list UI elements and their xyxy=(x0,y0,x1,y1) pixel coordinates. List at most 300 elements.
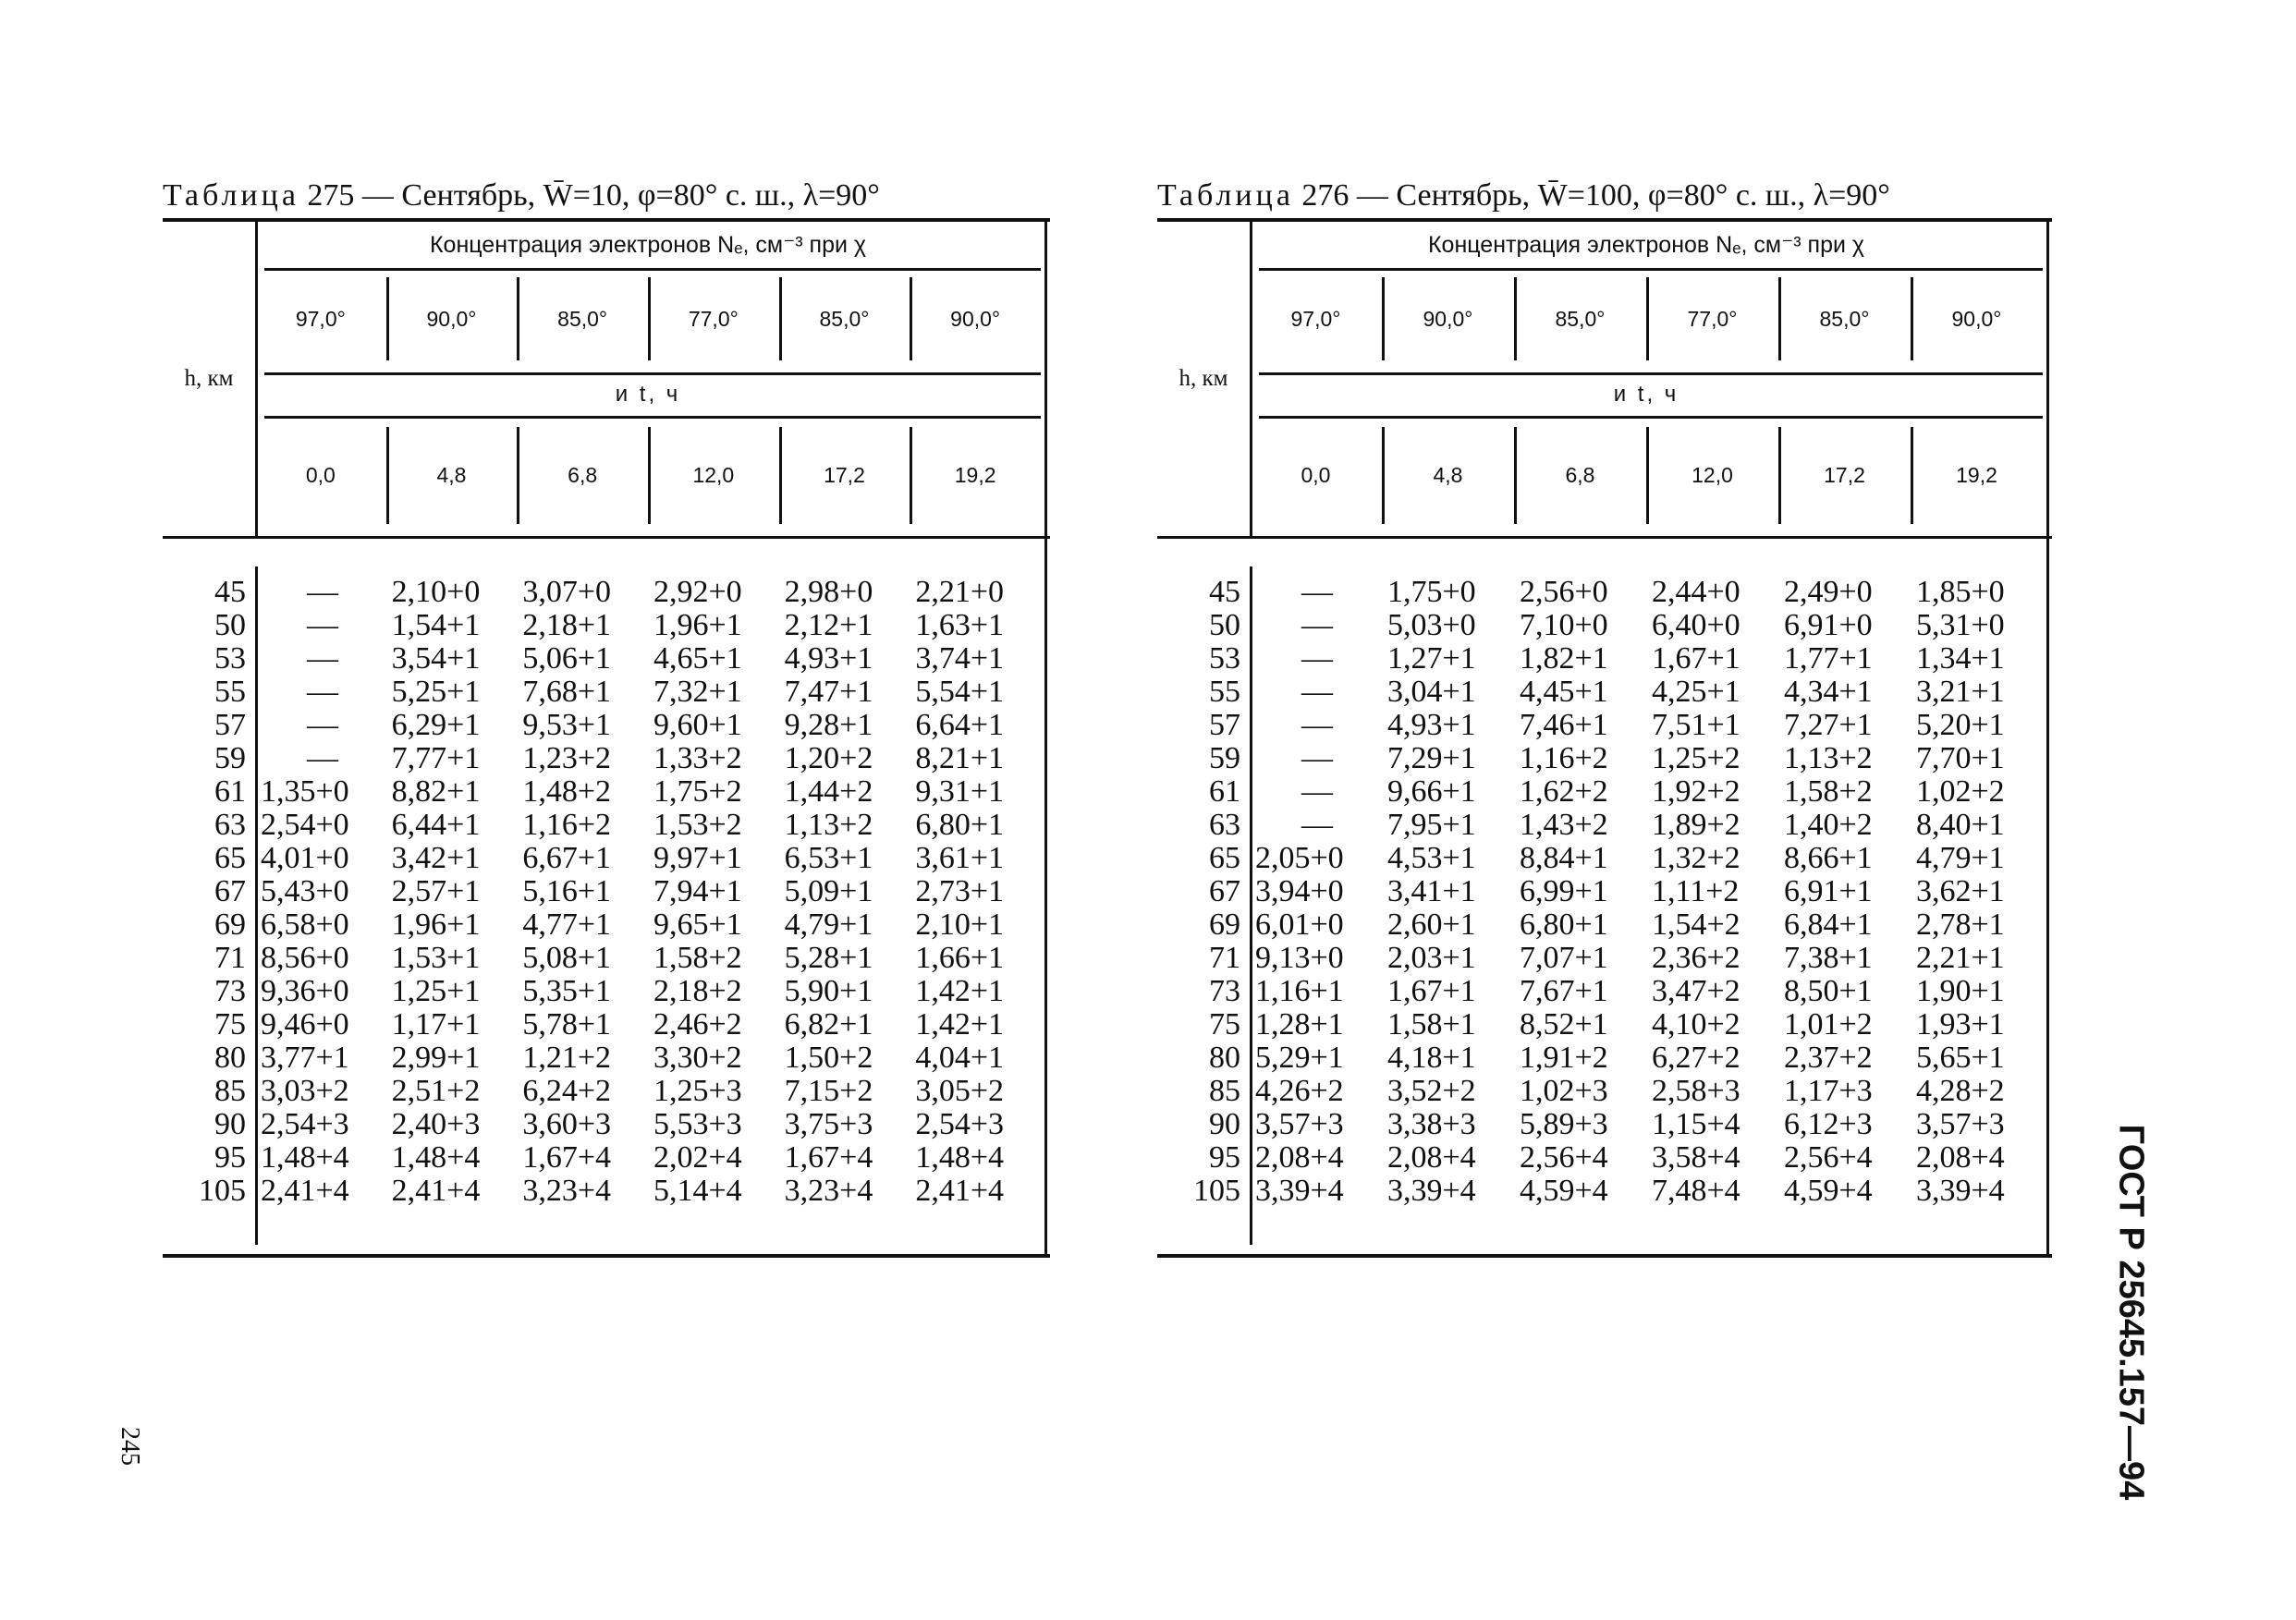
table-row xyxy=(1157,809,2052,842)
column-divider xyxy=(386,427,389,524)
value-cell: 3,42+1 xyxy=(391,841,481,875)
value-cell: 1,58+2 xyxy=(653,941,742,975)
value-cell: 9,66+1 xyxy=(1387,774,1476,809)
value-cell: 3,21+1 xyxy=(1916,675,2005,709)
t-value: 17,2 xyxy=(824,463,865,487)
height-cell: 63 xyxy=(1209,808,1240,842)
value-cell: — xyxy=(1301,808,1333,842)
value-cell: 8,56+0 xyxy=(261,941,349,975)
value-cell: 5,08+1 xyxy=(522,941,612,975)
value-cell: 6,24+2 xyxy=(522,1074,612,1108)
value-cell: 5,53+3 xyxy=(653,1107,742,1141)
gost-designation xyxy=(2098,1081,2163,1543)
value-cell: — xyxy=(307,675,338,709)
value-cell: 7,29+1 xyxy=(1387,741,1476,775)
table-276 xyxy=(1157,174,2052,1258)
value-cell: 8,21+1 xyxy=(915,741,1005,775)
value-cell: 6,12+3 xyxy=(1784,1107,1873,1141)
table-row xyxy=(163,908,1050,942)
height-cell: 59 xyxy=(1209,741,1240,775)
column-divider xyxy=(1911,427,1913,524)
table-row xyxy=(1157,1108,2052,1141)
value-cell: — xyxy=(307,641,338,676)
value-cell: 1,16+2 xyxy=(1520,741,1608,775)
value-cell: 2,54+0 xyxy=(261,808,349,842)
table-row xyxy=(163,842,1050,875)
value-cell: 2,08+4 xyxy=(1916,1140,2005,1175)
value-cell: 1,75+0 xyxy=(1387,575,1476,609)
caption-text: 275 — Сентябрь, W̄=10, φ=80° с. ш., λ=90° xyxy=(299,178,880,213)
value-cell: 1,42+1 xyxy=(915,974,1005,1008)
column-divider xyxy=(779,427,782,524)
height-cell: 61 xyxy=(214,774,246,809)
height-cell: 73 xyxy=(1209,974,1240,1008)
value-cell: 7,32+1 xyxy=(653,675,742,709)
value-cell: 5,28+1 xyxy=(784,941,873,975)
value-cell: 1,33+2 xyxy=(653,741,742,775)
chi-value: 85,0° xyxy=(819,306,870,331)
value-cell: 6,99+1 xyxy=(1520,874,1608,908)
gost-text: ГОСТ Р 25645.157—94 xyxy=(2111,1124,2151,1501)
table-row xyxy=(1157,1008,2052,1041)
right-border xyxy=(2046,218,2049,1254)
column-divider xyxy=(1778,427,1781,524)
value-cell: 1,54+2 xyxy=(1652,907,1740,942)
value-cell: 3,77+1 xyxy=(261,1041,349,1075)
t-value: 12,0 xyxy=(692,463,735,487)
value-cell: 9,60+1 xyxy=(653,708,742,742)
value-cell: 1,96+1 xyxy=(653,608,742,642)
height-cell: 85 xyxy=(1209,1074,1240,1108)
value-cell: 4,45+1 xyxy=(1520,675,1608,709)
value-cell: 2,54+3 xyxy=(915,1107,1005,1141)
value-cell: 2,18+1 xyxy=(522,608,612,642)
value-cell: 4,93+1 xyxy=(1387,708,1476,742)
value-cell: 1,43+2 xyxy=(1520,808,1608,842)
column-divider xyxy=(517,427,519,524)
column-divider xyxy=(1646,427,1649,524)
value-cell: 3,39+4 xyxy=(1255,1174,1344,1208)
value-cell: 5,20+1 xyxy=(1916,708,2005,742)
value-cell: 2,41+4 xyxy=(391,1174,481,1208)
value-cell: 1,67+4 xyxy=(522,1140,612,1175)
value-cell: 1,75+2 xyxy=(653,774,742,809)
table-row xyxy=(163,1108,1050,1141)
value-cell: 6,27+2 xyxy=(1652,1041,1740,1075)
value-cell: 4,93+1 xyxy=(784,641,873,676)
and-t-label: и t, ч xyxy=(1613,382,1679,407)
caption-prefix: Таблица xyxy=(1157,178,1294,213)
column-divider xyxy=(386,277,389,360)
height-cell: 90 xyxy=(1209,1107,1240,1141)
value-cell: 5,31+0 xyxy=(1916,608,2005,642)
bottom-rule xyxy=(1157,1254,2052,1258)
value-cell: 1,66+1 xyxy=(915,941,1005,975)
value-cell: 5,65+1 xyxy=(1916,1041,2005,1075)
height-cell: 50 xyxy=(214,608,246,642)
table-row xyxy=(163,1075,1050,1108)
value-cell: 1,44+2 xyxy=(784,774,873,809)
table-caption xyxy=(1157,174,2052,218)
value-cell: 6,64+1 xyxy=(915,708,1005,742)
value-cell: 1,63+1 xyxy=(915,608,1005,642)
table-row xyxy=(1157,576,2052,609)
value-cell: — xyxy=(1301,708,1333,742)
value-cell: 1,25+3 xyxy=(653,1074,742,1108)
value-cell: 4,77+1 xyxy=(522,907,612,942)
value-cell: 1,82+1 xyxy=(1520,641,1608,676)
value-cell: 3,30+2 xyxy=(653,1041,742,1075)
value-cell: 5,09+1 xyxy=(784,874,873,908)
value-cell: 3,57+3 xyxy=(1255,1107,1344,1141)
t-value: 6,8 xyxy=(1565,463,1595,487)
table-row xyxy=(1157,1175,2052,1208)
value-cell: 1,34+1 xyxy=(1916,641,2005,676)
value-cell: 2,73+1 xyxy=(915,874,1005,908)
value-cell: — xyxy=(307,708,338,742)
value-cell: 5,54+1 xyxy=(915,675,1005,709)
table-body xyxy=(1157,539,2052,1254)
height-cell: 105 xyxy=(1193,1174,1240,1208)
table-row xyxy=(1157,1141,2052,1175)
value-cell: 3,75+3 xyxy=(784,1107,873,1141)
value-cell: 1,13+2 xyxy=(1784,741,1873,775)
height-cell: 55 xyxy=(1209,675,1240,709)
value-cell: 5,25+1 xyxy=(391,675,481,709)
column-divider xyxy=(1778,277,1781,360)
height-cell: 69 xyxy=(214,907,246,942)
value-cell: 2,03+1 xyxy=(1387,941,1476,975)
table-row xyxy=(1157,775,2052,809)
value-cell: 7,95+1 xyxy=(1387,808,1476,842)
table-row xyxy=(163,809,1050,842)
value-cell: 8,40+1 xyxy=(1916,808,2005,842)
column-divider xyxy=(1646,277,1649,360)
height-cell: 45 xyxy=(214,575,246,609)
value-cell: 2,99+1 xyxy=(391,1041,481,1075)
chi-value: 85,0° xyxy=(1555,306,1606,331)
table-row xyxy=(1157,1041,2052,1075)
value-cell: 7,46+1 xyxy=(1520,708,1608,742)
value-cell: 2,60+1 xyxy=(1387,907,1476,942)
value-cell: 6,44+1 xyxy=(391,808,481,842)
chi-value: 90,0° xyxy=(1951,306,2002,331)
value-cell: 9,65+1 xyxy=(653,907,742,942)
height-cell: 53 xyxy=(1209,641,1240,676)
height-cell: 63 xyxy=(214,808,246,842)
value-cell: 3,03+2 xyxy=(261,1074,349,1108)
value-cell: 1,62+2 xyxy=(1520,774,1608,809)
value-cell: 1,58+2 xyxy=(1784,774,1873,809)
value-cell: — xyxy=(1301,675,1333,709)
value-cell: 7,94+1 xyxy=(653,874,742,908)
column-divider xyxy=(910,427,912,524)
table-row xyxy=(1157,842,2052,875)
value-cell: 5,90+1 xyxy=(784,974,873,1008)
column-divider xyxy=(1382,427,1385,524)
value-cell: 1,20+2 xyxy=(784,741,873,775)
value-cell: 2,57+1 xyxy=(391,874,481,908)
value-cell: 3,60+3 xyxy=(522,1107,612,1141)
value-cell: 9,13+0 xyxy=(1255,941,1344,975)
value-cell: 4,25+1 xyxy=(1652,675,1740,709)
value-cell: — xyxy=(1301,774,1333,809)
value-cell: 2,54+3 xyxy=(261,1107,349,1141)
table-row xyxy=(1157,609,2052,642)
value-cell: 4,26+2 xyxy=(1255,1074,1344,1108)
height-cell: 95 xyxy=(1209,1140,1240,1175)
table-275 xyxy=(163,174,1050,1258)
chi-value: 90,0° xyxy=(426,306,477,331)
value-cell: 1,48+4 xyxy=(261,1140,349,1175)
value-cell: 9,36+0 xyxy=(261,974,349,1008)
value-cell: 9,28+1 xyxy=(784,708,873,742)
value-cell: 2,36+2 xyxy=(1652,941,1740,975)
value-cell: 2,05+0 xyxy=(1255,841,1344,875)
value-cell: 3,58+4 xyxy=(1652,1140,1740,1175)
value-cell: — xyxy=(1301,741,1333,775)
column-divider xyxy=(779,277,782,360)
value-cell: 4,18+1 xyxy=(1387,1041,1476,1075)
height-cell: 75 xyxy=(214,1007,246,1041)
value-cell: 2,98+0 xyxy=(784,575,873,609)
value-cell: 7,67+1 xyxy=(1520,974,1608,1008)
table-row xyxy=(163,742,1050,775)
value-cell: 1,85+0 xyxy=(1916,575,2005,609)
chi-value: 97,0° xyxy=(1290,306,1341,331)
value-cell: 1,91+2 xyxy=(1520,1041,1608,1075)
value-cell: 2,56+4 xyxy=(1784,1140,1873,1175)
value-cell: 8,84+1 xyxy=(1520,841,1608,875)
right-border xyxy=(1044,218,1047,1254)
value-cell: 4,59+4 xyxy=(1784,1174,1873,1208)
value-cell: 6,82+1 xyxy=(784,1007,873,1041)
value-cell: 1,89+2 xyxy=(1652,808,1740,842)
value-cell: 1,58+1 xyxy=(1387,1007,1476,1041)
value-cell: 1,02+2 xyxy=(1916,774,2005,809)
value-cell: 6,91+1 xyxy=(1784,874,1873,908)
value-cell: 1,48+4 xyxy=(391,1140,481,1175)
table-row xyxy=(1157,676,2052,709)
caption-prefix: Таблица xyxy=(163,178,299,213)
value-cell: 7,07+1 xyxy=(1520,941,1608,975)
chi-value: 77,0° xyxy=(688,306,739,331)
value-cell: 1,77+1 xyxy=(1784,641,1873,676)
value-cell: 1,32+2 xyxy=(1652,841,1740,875)
value-cell: 1,54+1 xyxy=(391,608,481,642)
t-value: 4,8 xyxy=(436,463,467,487)
height-cell: 75 xyxy=(1209,1007,1240,1041)
t-value: 17,2 xyxy=(1824,463,1865,487)
value-cell: 4,10+2 xyxy=(1652,1007,1740,1041)
value-cell: 1,67+4 xyxy=(784,1140,873,1175)
value-cell: 4,53+1 xyxy=(1387,841,1476,875)
value-cell: 2,41+4 xyxy=(915,1174,1005,1208)
header-rule xyxy=(1259,268,2043,271)
height-cell: 50 xyxy=(1209,608,1240,642)
table-header xyxy=(163,222,1050,539)
column-divider xyxy=(1514,427,1517,524)
t-value: 12,0 xyxy=(1691,463,1733,487)
chi-value: 90,0° xyxy=(950,306,1001,331)
value-cell: — xyxy=(307,575,338,609)
value-cell: 3,47+2 xyxy=(1652,974,1740,1008)
value-cell: 1,21+2 xyxy=(522,1041,612,1075)
value-cell: 1,28+1 xyxy=(1255,1007,1344,1041)
table-row xyxy=(163,975,1050,1008)
value-cell: 2,40+3 xyxy=(391,1107,481,1141)
table-row xyxy=(163,709,1050,742)
value-cell: 8,82+1 xyxy=(391,774,481,809)
value-cell: 4,79+1 xyxy=(1916,841,2005,875)
value-cell: 7,48+4 xyxy=(1652,1174,1740,1208)
value-cell: 4,34+1 xyxy=(1784,675,1873,709)
table-row xyxy=(1157,875,2052,908)
t-value: 19,2 xyxy=(954,463,996,487)
value-cell: 2,51+2 xyxy=(391,1074,481,1108)
value-cell: 9,46+0 xyxy=(261,1007,349,1041)
table-row xyxy=(1157,709,2052,742)
value-cell: 1,23+2 xyxy=(522,741,612,775)
value-cell: 3,23+4 xyxy=(784,1174,873,1208)
value-cell: 2,41+4 xyxy=(261,1174,349,1208)
value-cell: 3,23+4 xyxy=(522,1174,612,1208)
chi-value: 85,0° xyxy=(557,306,608,331)
height-cell: 53 xyxy=(214,641,246,676)
h-column-label: h, км xyxy=(184,366,234,391)
value-cell: 3,62+1 xyxy=(1916,874,2005,908)
table-row xyxy=(163,942,1050,975)
chi-value: 77,0° xyxy=(1687,306,1738,331)
value-cell: 5,78+1 xyxy=(522,1007,612,1041)
value-cell: 7,77+1 xyxy=(391,741,481,775)
value-cell: 1,48+4 xyxy=(915,1140,1005,1175)
value-cell: 6,80+1 xyxy=(915,808,1005,842)
height-cell: 71 xyxy=(214,941,246,975)
value-cell: 1,15+4 xyxy=(1652,1107,1740,1141)
chi-value: 90,0° xyxy=(1423,306,1473,331)
header-rule xyxy=(264,416,1041,419)
value-cell: 1,27+1 xyxy=(1387,641,1476,676)
value-cell: 4,59+4 xyxy=(1520,1174,1608,1208)
value-cell: 2,44+0 xyxy=(1652,575,1740,609)
column-divider xyxy=(910,277,912,360)
value-cell: 7,38+1 xyxy=(1784,941,1873,975)
t-value: 19,2 xyxy=(1956,463,1997,487)
value-cell: 3,39+4 xyxy=(1916,1174,2005,1208)
height-cell: 69 xyxy=(1209,907,1240,942)
value-cell: 3,61+1 xyxy=(915,841,1005,875)
value-cell: 4,01+0 xyxy=(261,841,349,875)
value-cell: 3,94+0 xyxy=(1255,874,1344,908)
height-cell: 67 xyxy=(1209,874,1240,908)
value-cell: 1,96+1 xyxy=(391,907,481,942)
height-cell: 80 xyxy=(1209,1041,1240,1075)
table-row xyxy=(1157,908,2052,942)
value-cell: 9,53+1 xyxy=(522,708,612,742)
table-row xyxy=(1157,942,2052,975)
height-cell: 95 xyxy=(214,1140,246,1175)
value-cell: 5,03+0 xyxy=(1387,608,1476,642)
value-cell: 6,91+0 xyxy=(1784,608,1873,642)
height-cell: 80 xyxy=(214,1041,246,1075)
value-cell: 3,52+2 xyxy=(1387,1074,1476,1108)
value-cell: 2,46+2 xyxy=(653,1007,742,1041)
value-cell: 5,43+0 xyxy=(261,874,349,908)
table-row xyxy=(163,775,1050,809)
value-cell: 1,50+2 xyxy=(784,1041,873,1075)
table-body xyxy=(163,539,1050,1254)
value-cell: 6,58+0 xyxy=(261,907,349,942)
chi-value: 97,0° xyxy=(295,306,346,331)
value-cell: 3,04+1 xyxy=(1387,675,1476,709)
value-cell: 4,65+1 xyxy=(653,641,742,676)
chi-value: 85,0° xyxy=(1819,306,1870,331)
height-cell: 59 xyxy=(214,741,246,775)
table-row xyxy=(163,676,1050,709)
value-cell: — xyxy=(1301,641,1333,676)
column-divider xyxy=(648,277,651,360)
caption-text: 276 — Сентябрь, W̄=100, φ=80° с. ш., λ=90° xyxy=(1293,178,1890,213)
value-cell: 8,50+1 xyxy=(1784,974,1873,1008)
column-divider xyxy=(517,277,519,360)
value-cell: 4,04+1 xyxy=(915,1041,1005,1075)
value-cell: 2,10+0 xyxy=(391,575,481,609)
value-cell: 7,47+1 xyxy=(784,675,873,709)
column-divider xyxy=(1514,277,1517,360)
height-cell: 57 xyxy=(214,708,246,742)
page-number-text: 245 xyxy=(116,1427,144,1466)
table-row xyxy=(163,576,1050,609)
table-header xyxy=(1157,222,2052,539)
value-cell: 1,25+2 xyxy=(1652,741,1740,775)
column-divider xyxy=(1382,277,1385,360)
value-cell: 2,02+4 xyxy=(653,1140,742,1175)
height-cell: 67 xyxy=(214,874,246,908)
concentration-label: Концентрация электронов Nₑ, см⁻³ при χ xyxy=(429,232,867,258)
value-cell: 1,40+2 xyxy=(1784,808,1873,842)
and-t-label: и t, ч xyxy=(615,382,681,407)
height-cell: 85 xyxy=(214,1074,246,1108)
value-cell: 8,52+1 xyxy=(1520,1007,1608,1041)
value-cell: 9,31+1 xyxy=(915,774,1005,809)
value-cell: 2,08+4 xyxy=(1387,1140,1476,1175)
value-cell: 6,29+1 xyxy=(391,708,481,742)
column-divider xyxy=(1911,277,1913,360)
concentration-label: Концентрация электронов Nₑ, см⁻³ при χ xyxy=(1427,232,1865,258)
value-cell: 1,53+1 xyxy=(391,941,481,975)
table-row xyxy=(163,1041,1050,1075)
value-cell: 4,79+1 xyxy=(784,907,873,942)
table-row xyxy=(163,642,1050,676)
value-cell: 2,56+4 xyxy=(1520,1140,1608,1175)
table-row xyxy=(1157,642,2052,676)
value-cell: — xyxy=(1301,608,1333,642)
value-cell: 1,02+3 xyxy=(1520,1074,1608,1108)
value-cell: 3,38+3 xyxy=(1387,1107,1476,1141)
value-cell: 6,67+1 xyxy=(522,841,612,875)
value-cell: 2,56+0 xyxy=(1520,575,1608,609)
value-cell: 6,01+0 xyxy=(1255,907,1344,942)
value-cell: — xyxy=(1301,575,1333,609)
value-cell: 1,13+2 xyxy=(784,808,873,842)
value-cell: 7,15+2 xyxy=(784,1074,873,1108)
value-cell: 8,66+1 xyxy=(1784,841,1873,875)
table-row xyxy=(163,1175,1050,1208)
value-cell: 1,42+1 xyxy=(915,1007,1005,1041)
value-cell: 1,90+1 xyxy=(1916,974,2005,1008)
value-cell: 2,92+0 xyxy=(653,575,742,609)
